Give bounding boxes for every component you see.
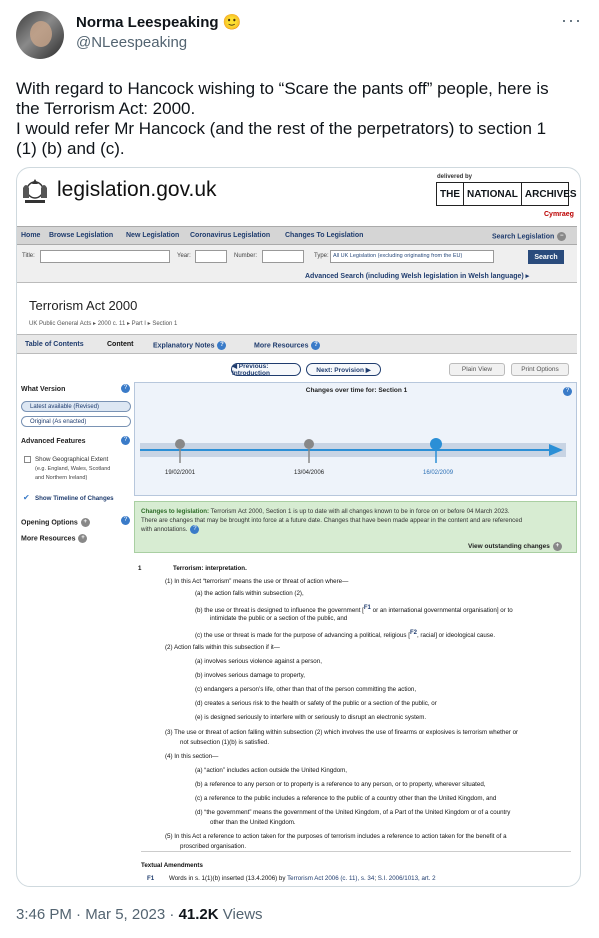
nav-new[interactable]: New Legislation: [126, 232, 180, 239]
paragraph: (c) a reference to the public includes a reference to the public of a country other than the United Kingdom, and: [195, 795, 497, 802]
minus-icon: −: [557, 232, 566, 241]
plus-icon: +: [81, 518, 90, 527]
changes-text: Changes to legislation: Terrorism Act 2000, Section 1 is up to date with all changes known to be in force on or before 04 March 2023. There are changes that may be brought into force at a future date. Changes that have been made appear in the content and are referenced with annotations. ?: [141, 508, 523, 534]
paragraph: intimidate the public or a section of the public, and: [210, 615, 348, 622]
tweet-text-line: With regard to Hancock wishing to “Scare the pants off” people, here is: [16, 79, 549, 98]
timeline-date[interactable]: 19/02/2001: [165, 470, 196, 476]
timeline-date[interactable]: 13/04/2006: [294, 470, 325, 476]
nav-home[interactable]: Home: [21, 232, 41, 239]
content-tabs: [17, 334, 577, 354]
views-count: 41.2K: [178, 906, 219, 923]
paragraph: (a) “action” includes action outside the United Kingdom,: [195, 767, 348, 774]
nav-coronavirus[interactable]: Coronavirus Legislation: [190, 232, 271, 239]
paragraph: (a) the action falls within subsection (2),: [195, 590, 304, 597]
views-label: Views: [222, 906, 263, 923]
paragraph: (b) the use or threat is designed to influence the government [$^{F1}$ or an international governmental organisation] or to: [195, 605, 513, 615]
amendment-link[interactable]: Terrorism Act 2006 (c. 11), s. 34: [287, 875, 375, 882]
subsection: proscribed organisation.: [180, 843, 247, 850]
paragraph: other than the United Kingdom.: [210, 819, 296, 826]
site-logo[interactable]: legislation.gov.uk: [57, 178, 217, 201]
main-nav: [17, 226, 577, 245]
paragraph: (d) creates a serious risk to the health or safety of the public or a section of the public, or: [195, 700, 437, 707]
section-number: 1: [138, 565, 142, 572]
subsection: not subsection (1)(b) is satisfied.: [180, 739, 270, 746]
changes-notice: [134, 501, 577, 553]
geo-extent-checkbox[interactable]: [24, 456, 31, 463]
version-original[interactable]: Original (As enacted): [21, 416, 131, 427]
search-button[interactable]: Search: [528, 250, 564, 264]
delivered-by-label: delivered by: [437, 174, 473, 180]
timeline-date[interactable]: 16/02/2009: [423, 470, 454, 476]
page-title: Terrorism Act 2000: [29, 298, 138, 313]
more-options-icon[interactable]: ···: [561, 10, 582, 30]
textual-amendments: [141, 851, 571, 887]
number-label: Number:: [234, 253, 258, 259]
paragraph: (a) involves serious violence against a person,: [195, 658, 322, 665]
geo-hint: and Northern Ireland): [35, 475, 88, 481]
changes-timeline: [134, 382, 577, 496]
amendment-ref: F1: [147, 875, 155, 882]
subsection: (4) In this section—: [165, 753, 219, 760]
archives-word: ARCHIVES: [524, 188, 577, 200]
more-resources-link[interactable]: More Resources +: [21, 534, 87, 543]
advanced-search-link[interactable]: Advanced Search (including Welsh legislation in Welsh language) ▸: [305, 273, 530, 280]
year-input[interactable]: [195, 250, 227, 263]
cymraeg-link[interactable]: Cymraeg: [544, 211, 574, 218]
subsection: (5) In this Act a reference to action taken for the purposes of terrorism includes a reference to action taken for the benefit of a: [165, 833, 507, 840]
paragraph: (b) a reference to any person or to property is a reference to any person, or to property, wherever situated,: [195, 781, 486, 788]
section-heading: Terrorism: interpretation.: [173, 565, 247, 572]
help-icon: ?: [311, 341, 320, 350]
help-icon[interactable]: ?: [121, 436, 130, 445]
subsection: (3) The use or threat of action falling within subsection (2) which involves the use of firearms or explosives is terrorism whether or: [165, 729, 519, 736]
archives-word: THE: [437, 183, 464, 205]
author-handle[interactable]: @NLeespeaking: [76, 34, 188, 51]
tab-explanatory-notes[interactable]: Explanatory Notes ?: [153, 341, 226, 350]
title-input[interactable]: [40, 250, 170, 263]
opening-options-link[interactable]: Opening Options +: [21, 518, 90, 527]
tweet-text-line: I would refer Mr Hancock (and the rest of the perpetrators) to section 1: [16, 119, 547, 138]
paragraph: (e) is designed seriously to interfere with or seriously to disrupt an electronic system.: [195, 714, 427, 721]
tweet-timestamp[interactable]: 3:46 PM · Mar 5, 2023 ·: [16, 906, 175, 923]
version-latest[interactable]: Latest available (Revised): [21, 401, 131, 412]
search-bar: [17, 245, 577, 283]
subsection: (1) In this Act “terrorism” means the use or threat of action where—: [165, 578, 349, 585]
paragraph: (c) endangers a person’s life, other than that of the person committing the action,: [195, 686, 417, 693]
geo-hint: (e.g. England, Wales, Scotland: [35, 466, 111, 472]
plain-view-button[interactable]: Plain View: [449, 363, 505, 376]
checkmark-icon[interactable]: ✔: [23, 493, 30, 502]
advanced-features-heading: Advanced Features: [21, 438, 86, 445]
avatar[interactable]: [16, 11, 64, 59]
next-button[interactable]: Next: Provision ▶: [306, 363, 381, 376]
nav-search-legislation[interactable]: Search Legislation −: [492, 232, 566, 241]
provision-nav: [17, 363, 577, 379]
print-options-button[interactable]: Print Options: [511, 363, 569, 376]
what-version-heading: What Version: [21, 386, 66, 393]
year-label: Year:: [177, 253, 191, 259]
nav-changes[interactable]: Changes To Legislation: [285, 232, 364, 239]
amendment-link[interactable]: S.I. 2006/1013, art. 2: [377, 875, 436, 882]
national-archives-logo[interactable]: [436, 182, 577, 206]
timeline-markers[interactable]: [135, 433, 578, 469]
tweet-text-line: the Terrorism Act: 2000.: [16, 99, 196, 118]
number-input[interactable]: [262, 250, 304, 263]
paragraph: (b) involves serious damage to property,: [195, 672, 305, 679]
help-icon: ?: [217, 341, 226, 350]
tab-more-resources[interactable]: More Resources ?: [254, 341, 320, 350]
geo-extent-label: Show Geographical Extent: [35, 456, 109, 463]
type-select[interactable]: All UK Legislation (excluding originating from the EU): [330, 250, 494, 263]
amendment-text: Words in s. 1(1)(b) inserted (13.4.2006) by Terrorism Act 2006 (c. 11), s. 34; S.I. 2006/1013, art. 2: [169, 875, 436, 882]
tweet-text-line: (1) (b) and (c).: [16, 139, 125, 158]
help-icon[interactable]: ?: [121, 516, 130, 525]
help-icon[interactable]: ?: [121, 384, 130, 393]
type-label: Type:: [314, 253, 329, 259]
paragraph: (d) “the government” means the government of the United Kingdom, of a Part of the United Kingdom or of a country: [195, 809, 511, 816]
subsection: (2) Action falls within this subsection if it—: [165, 644, 280, 651]
smiley-emoji: 🙂: [222, 14, 242, 31]
show-timeline-label[interactable]: Show Timeline of Changes: [35, 495, 114, 502]
title-label: Title:: [22, 253, 35, 259]
plus-icon: +: [553, 542, 562, 551]
archives-word: NATIONAL: [464, 183, 522, 205]
author-name[interactable]: Norma Leespeaking 🙂: [76, 14, 242, 31]
amendments-heading: Textual Amendments: [141, 862, 203, 869]
tab-content[interactable]: Content: [107, 341, 134, 348]
plus-icon: +: [78, 534, 87, 543]
sidebar: [17, 382, 132, 554]
timeline-title: Changes over time for: Section 1: [305, 387, 408, 394]
royal-crest-icon: [19, 176, 51, 206]
breadcrumb[interactable]: UK Public General Acts ▸ 2000 c. 11 ▸ Part I ▸ Section 1: [29, 321, 178, 327]
attached-screenshot[interactable]: [16, 167, 581, 887]
help-icon[interactable]: ?: [563, 387, 572, 396]
previous-button[interactable]: ◀ Previous: Introduction: [231, 363, 301, 376]
help-icon[interactable]: ?: [190, 525, 199, 534]
tab-table-of-contents[interactable]: Table of Contents: [25, 341, 84, 348]
nav-browse[interactable]: Browse Legislation: [49, 232, 114, 239]
view-outstanding-link[interactable]: View outstanding changes +: [468, 542, 562, 551]
paragraph: (c) the use or threat is made for the purpose of advancing a political, religious [$^{F2}$, racial] or ideological cause.: [195, 630, 496, 640]
tweet-meta: [16, 906, 263, 923]
